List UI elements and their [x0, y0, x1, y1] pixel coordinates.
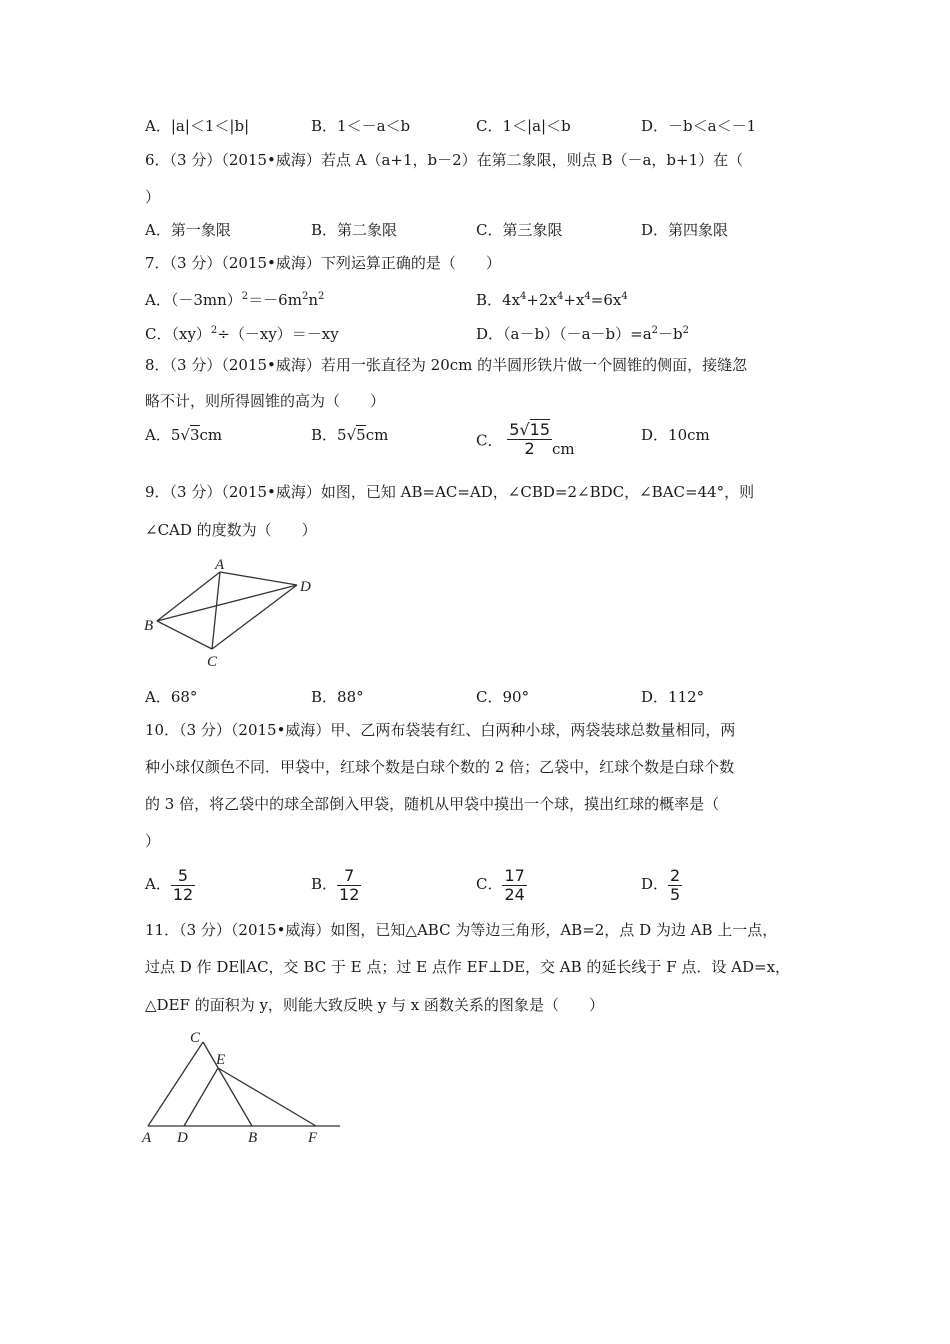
q11-label-f: F [308, 1130, 318, 1146]
q9-label-a: A [215, 557, 225, 573]
q6-option-b[interactable]: B．第二象限 [311, 221, 398, 239]
q9-segment-ad [220, 572, 297, 585]
q10-option-c[interactable]: C． $\frac{17}{24}$ [476, 865, 525, 904]
q6-stem-line1: 6．（3 分）（2015•威海）若点 A（a+1，b－2）在第二象限，则点 B（－a，b+1）在（ [145, 151, 744, 169]
q7-option-c[interactable]: C．（xy）$^2$÷（－xy）＝－xy [145, 325, 339, 343]
q9-segment-ab [157, 572, 220, 621]
q9-option-c[interactable]: C．90° [476, 688, 530, 706]
q9-option-b[interactable]: B．88° [311, 688, 364, 706]
q10-option-b[interactable]: B． $\frac{7}{12}$ [311, 865, 360, 904]
q9-segment-bc [157, 621, 212, 649]
q9-stem-line1: 9．（3 分）（2015•威海）如图，已知 AB=AC=AD，∠CBD=2∠BDC，∠BAC=44°，则 [145, 483, 755, 501]
q11-label-c: C [190, 1030, 201, 1046]
q9-label-d: D [300, 579, 311, 595]
q10-stem-line2: 种小球仅颜色不同．甲袋中，红球个数是白球个数的 2 倍；乙袋中，红球个数是白球个数 [145, 758, 735, 776]
q10-option-a[interactable]: A． $\frac{5}{12}$ [145, 865, 194, 904]
sqrt-icon: √ [180, 426, 190, 444]
q5-option-d[interactable]: D．－b＜a＜－1 [641, 117, 757, 135]
q9-option-a[interactable]: A．68° [145, 688, 198, 706]
q11-segment-ef [218, 1068, 316, 1126]
q7-option-a[interactable]: A．$(-3mn)^2=-6m^2n^2$ [145, 291, 325, 309]
q5-option-b[interactable]: B．1＜－a＜b [311, 117, 411, 135]
q9-figure [138, 552, 328, 674]
q10-stem-line4: ） [145, 832, 161, 850]
q9-stem-line2: ∠CAD 的度数为（ ） [145, 521, 317, 539]
sqrt-icon: √ [346, 426, 357, 444]
q6-option-d[interactable]: D．第四象限 [641, 221, 729, 239]
q11-stem-line1: 11．（3 分）（2015•威海）如图，已知△ABC 为等边三角形，AB=2，点 D 为边 AB 上一点， [145, 921, 778, 939]
q10-stem-line1: 10．（3 分）（2015•威海）甲、乙两布袋装有红、白两种小球，两袋装球总数量相同，两 [145, 721, 736, 739]
q8-stem-line1: 8．（3 分）（2015•威海）若用一张直径为 20cm 的半圆形铁片做一个圆锥的侧面，接缝忽 [145, 356, 748, 374]
q5-option-c[interactable]: C．1＜|a|＜b [476, 117, 571, 135]
q11-stem-line3: △DEF 的面积为 y，则能大致反映 y 与 x 函数关系的图象是（ ） [145, 996, 604, 1014]
q8-stem-line2: 略不计，则所得圆锥的高为（ ） [145, 392, 386, 410]
q10-stem-line3: 的 3 倍，将乙袋中的球全部倒入甲袋，随机从甲袋中摸出一个球，摸出红球的概率是（ [145, 795, 720, 813]
q8-option-d[interactable]: D．10cm [641, 426, 710, 444]
q7-option-b[interactable]: B．$4x^4+2x^4+x^4=6x^4$ [476, 291, 628, 309]
q9-label-c: C [207, 654, 218, 670]
q8-option-a[interactable]: A．5√3cm [145, 426, 223, 444]
sqrt-icon: √ [519, 420, 530, 439]
q11-segment-ac [148, 1042, 203, 1126]
q9-option-d[interactable]: D．112° [641, 688, 705, 706]
q11-label-e: E [216, 1052, 226, 1068]
q9-segment-cd [212, 585, 297, 649]
q9-segment-ac [212, 572, 220, 649]
q11-stem-line2: 过点 D 作 DE∥AC，交 BC 于 E 点；过 E 点作 EF⊥DE，交 AB 的延长线于 F 点．设 AD=x， [145, 958, 791, 976]
q8-option-c[interactable]: C． $\frac{5√15}{2}$ cm [476, 420, 575, 458]
q9-label-b: B [144, 618, 154, 634]
q6-stem-line2: ） [145, 188, 161, 206]
q8-option-b[interactable]: B．5√5cm [311, 426, 389, 444]
q9-segment-bd [157, 585, 297, 621]
q6-option-c[interactable]: C．第三象限 [476, 221, 563, 239]
q11-label-d: D [177, 1130, 188, 1146]
q11-label-a: A [142, 1130, 152, 1146]
q7-option-d[interactable]: D．$(a-b)(-a-b)=a^2-b^2$ [476, 325, 689, 343]
q11-segment-de [184, 1068, 218, 1126]
q10-option-d[interactable]: D． $\frac{2}{5}$ [641, 865, 681, 904]
q11-label-b: B [248, 1130, 258, 1146]
q6-option-a[interactable]: A．第一象限 [145, 221, 231, 239]
q11-figure [138, 1026, 348, 1150]
q5-option-a[interactable]: A．|a|＜1＜|b| [145, 117, 250, 135]
q7-stem: 7．（3 分）（2015•威海）下列运算正确的是（ ） [145, 254, 501, 272]
